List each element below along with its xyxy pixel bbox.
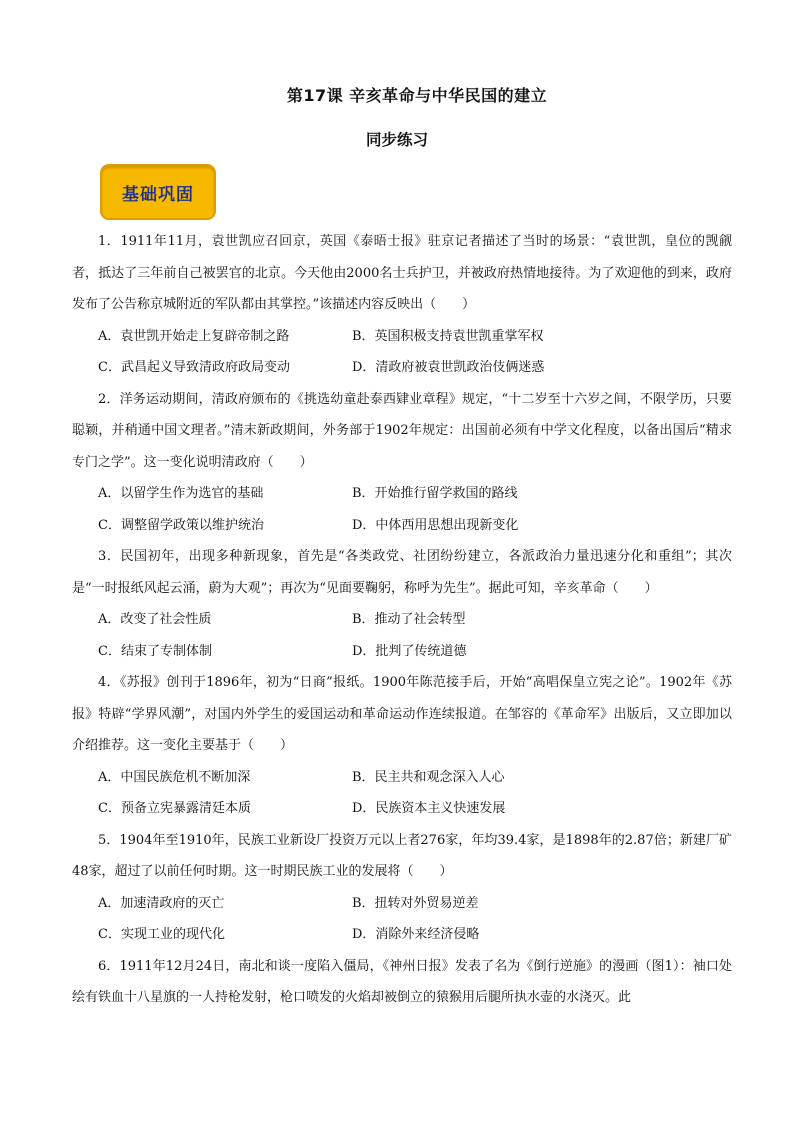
- section-badge: [100, 164, 216, 220]
- question-1: [72, 226, 732, 384]
- question-stem: 1．1911年11月，袁世凯应召回京，英国《泰晤士报》驻京记者描述了当时的场景：“袁世凯，皇位的觊觎者，抵达了三年前自己被罢官的北京。今天他由2000名士兵护卫，并被政府热情地接待。为了欢迎他的到来，政府发布了公告称京城附近的军队都由其掌控。”该描述内容反映出（ ）: [72, 234, 732, 312]
- question-stem: 3．民国初年，出现多种新现象，首先是“各类政党、社团纷纷建立，各派政治力量迅速分化和重组”；其次是“一时报纸风起云涌，蔚为大观”；再次为“见面要鞠躬，称呼为先生”。据此可知，辛亥革命（ ）: [72, 549, 732, 596]
- question-2: [72, 384, 732, 542]
- option-b[interactable]: B．英国积极支持袁世凯重掌军权: [352, 328, 544, 344]
- option-a[interactable]: A．改变了社会性质: [98, 612, 212, 627]
- option-row: [72, 604, 732, 636]
- option-row: [72, 478, 732, 510]
- question-4: [72, 667, 732, 825]
- option-d[interactable]: D．批判了传统道德: [352, 643, 467, 659]
- option-b[interactable]: B．扭转对外贸易逆差: [352, 895, 479, 911]
- option-row: [72, 510, 732, 542]
- option-c[interactable]: C．结束了专制体制: [98, 643, 212, 659]
- question-6: [72, 951, 732, 1014]
- question-list: [72, 226, 732, 1014]
- option-row: [72, 793, 732, 825]
- option-d[interactable]: D．中体西用思想出现新变化: [352, 517, 519, 533]
- option-d[interactable]: D．清政府被袁世凯政治伎俩迷惑: [352, 360, 545, 375]
- option-row: [72, 762, 732, 794]
- option-b[interactable]: B．开始推行留学救国的路线: [352, 486, 518, 501]
- option-c[interactable]: C．调整留学政策以维护统治: [98, 517, 264, 533]
- question-stem: 2．洋务运动期间，清政府颁布的《挑选幼童赴泰西肄业章程》规定，“十二岁至十六岁之间，不限学历，只要聪颖，并稍通中国文理者。”清末新政期间，外务部于1902年规定：出国前必须有中学文化程度，以备出国后“精求专门之学”。这一变化说明清政府（ ）: [72, 391, 732, 470]
- question-stem: 6．1911年12月24日，南北和谈一度陷入僵局，《神州日报》发表了名为《倒行逆施》的漫画（图1）：袖口处绘有铁血十八星旗的一人持枪发射，枪口喷发的火焰却被倒立的猿猴用后腿所执水壶的水浇灭。此: [72, 958, 732, 1005]
- section-badge-label: 基础巩固: [122, 184, 194, 205]
- option-row: [72, 321, 732, 353]
- option-a[interactable]: A．加速清政府的灭亡: [98, 895, 225, 911]
- option-a[interactable]: A．袁世凯开始走上复辟帝制之路: [98, 328, 290, 344]
- question-stem: 5．1904年至1910年，民族工业新设厂投资万元以上者276家，年均39.4家，是1898年的2.87倍；新建厂矿48家，超过了以前任何时期。这一时期民族工业的发展将（ ）: [72, 832, 732, 879]
- question-3: [72, 541, 732, 667]
- option-d[interactable]: D．民族资本主义快速发展: [352, 801, 506, 816]
- option-a[interactable]: A．中国民族危机不断加深: [98, 769, 251, 785]
- option-d[interactable]: D．消除外来经济侵略: [352, 927, 480, 942]
- option-b[interactable]: B．民主共和观念深入人心: [352, 769, 505, 785]
- option-c[interactable]: C．实现工业的现代化: [98, 927, 225, 942]
- page-title: 第17课 辛亥革命与中华民国的建立: [286, 86, 548, 105]
- option-row: [72, 919, 732, 951]
- option-c[interactable]: C．预备立宪暴露清廷本质: [98, 801, 251, 816]
- option-row: [72, 352, 732, 384]
- option-c[interactable]: C．武昌起义导致清政府政局变动: [98, 360, 290, 375]
- option-row: [72, 636, 732, 668]
- option-b[interactable]: B．推动了社会转型: [352, 612, 466, 627]
- page-subtitle: 同步练习: [365, 131, 428, 149]
- option-row: [72, 888, 732, 920]
- question-stem: 4．《苏报》创刊于1896年，初为“日商”报纸。1900年陈范接手后，开始“高唱保皇立宪之论”。1902年《苏报》特辟“学界风潮”，对国内外学生的爱国运动和革命运动作连续报道。在邹容的《革命军》出版后，又立即加以介绍推荐。这一变化主要基于（ ）: [72, 675, 732, 753]
- option-a[interactable]: A．以留学生作为选官的基础: [98, 486, 264, 501]
- question-5: [72, 825, 732, 951]
